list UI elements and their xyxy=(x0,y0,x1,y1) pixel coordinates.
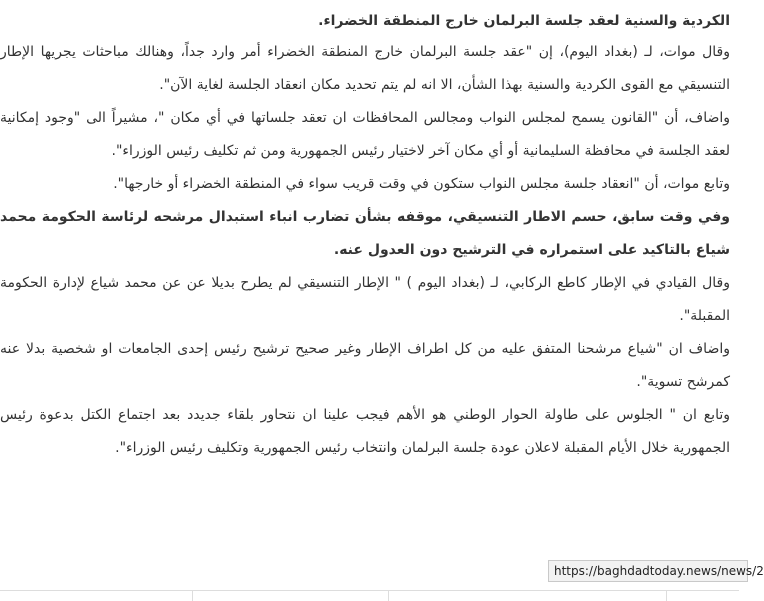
footer-separator xyxy=(388,591,389,601)
article-paragraph: وقال القيادي في الإطار كاطع الركابي، لـ (بغداد اليوم ) " الإطار التنسيقي لم يطرح بديلا عن عن محمد شياع لإدارة الحكومة المقبلة". xyxy=(0,275,730,324)
article-paragraph: وتابع موات، أن "انعقاد جلسة مجلس النواب ستكون في وقت قريب سواء في المنطقة الخضراء أو خارجها". xyxy=(113,176,730,192)
link-status-tooltip: https://baghdadtoday.news/news/2 xyxy=(548,560,748,582)
footer-divider xyxy=(0,590,739,591)
article-paragraph: وقال موات، لـ (بغداد اليوم)، إن "عقد جلسة البرلمان خارج المنطقة الخضراء أمر وارد جداً، وهنالك مباحثات يجريها الإطار التنسيقي مع القوى الكردية والسنية بهذا الشأن، الا انه لم يتم تحديد مكان انعقاد الجلسة لغاية الآن". xyxy=(0,44,730,93)
article-paragraph: وفي وقت سابق، حسم الاطار التنسيقي، موقفه بشأن تضارب انباء استبدال مرشحه لرئاسة الحكومة محمد شياع بالتاكيد على استمراره في الترشيح دون العدول عنه. xyxy=(0,209,730,258)
footer-separator xyxy=(192,591,193,601)
footer-separator xyxy=(666,591,667,601)
article-paragraph: واضاف، أن "القانون يسمح لمجلس النواب ومجالس المحافظات ان تعقد جلساتها في أي مكان "، مشيراً الى "وجود إمكانية لعقد الجلسة في محافظة السليمانية أو أي مكان آخر لاختيار رئيس الجمهورية ومن ثم تكليف رئيس الوزراء". xyxy=(0,110,730,159)
article-paragraph: وتابع ان " الجلوس على طاولة الحوار الوطني هو الأهم فيجب علينا ان نتحاور بلقاء جديدد بعد اجتماع الكتل بدعوة رئيس الجمهورية خلال الأيام المقبلة لاعلان عودة جلسة البرلمان وانتخاب رئيس الجمهورية وتكليف رئيس الوزراء". xyxy=(0,407,730,456)
article-paragraph: الكردية والسنية لعقد جلسة البرلمان خارج المنطقة الخضراء. xyxy=(318,13,730,29)
article-paragraph: واضاف ان "شياع مرشحنا المتفق عليه من كل اطراف الإطار وغير صحيح ترشيح رئيس إحدى الجامعات او شخصية بدلا عنه كمرشح تسوية". xyxy=(0,341,730,390)
